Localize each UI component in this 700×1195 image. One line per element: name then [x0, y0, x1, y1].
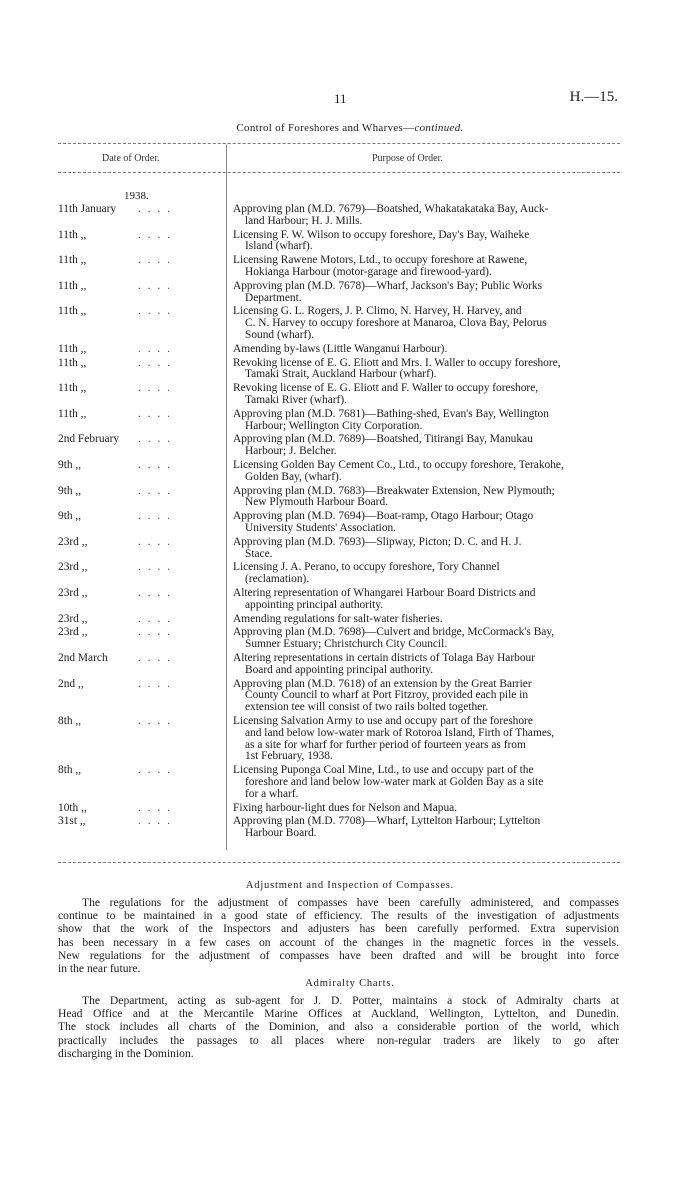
- leader-dots: . . . .: [138, 561, 172, 574]
- order-purpose: [233, 588, 617, 612]
- order-date: 2nd February: [58, 433, 120, 446]
- purpose-line: Board and appointing principal authority.: [245, 663, 434, 676]
- paragraph-line: The Department, acting as sub-agent for J. D. Potter, maintains a stock of Admiralty charts at: [82, 994, 619, 1007]
- purpose-line: foreshore and land below low-water mark at Golden Bay as a site: [245, 775, 544, 788]
- compasses-paragraph: [58, 896, 619, 975]
- page-number: 11: [334, 91, 347, 106]
- charts-paragraph: [58, 994, 619, 1060]
- paragraph-line: discharging in the Dominion.: [58, 1046, 194, 1060]
- purpose-line: Harbour Board.: [245, 827, 317, 840]
- purpose-line: for a wharf.: [245, 787, 299, 800]
- order-purpose: [233, 716, 617, 763]
- leader-dots: . . . .: [138, 433, 172, 446]
- leader-dots: . . . .: [138, 652, 172, 664]
- paragraph-line: New regulations for the adjustment of compasses have been drafted and will be brought into force: [58, 948, 619, 962]
- leader-dots: . . . .: [138, 228, 172, 241]
- purpose-line: Revoking license of E. G. Eliott and F. Waller to occupy foreshore,: [233, 382, 539, 395]
- purpose-line: Amending regulations for salt-water fisheries.: [233, 612, 443, 625]
- order-date: 8th ,,: [58, 715, 82, 727]
- leader-dots: . . . .: [138, 407, 172, 420]
- purpose-line: Approving plan (M.D. 7681)—Bathing-shed, Evan's Bay, Wellington: [233, 407, 549, 420]
- purpose-line: Golden Bay, (wharf).: [245, 470, 342, 483]
- leader-dots: . . . .: [138, 801, 172, 814]
- table-header-rule: [58, 172, 620, 173]
- order-date: 9th ,,: [58, 484, 82, 497]
- order-date: 23rd ,,: [58, 535, 88, 548]
- purpose-line: Island (wharf).: [245, 240, 313, 253]
- purpose-line: and land below low-water mark of Rotoroa Island, Firth of Thames,: [245, 726, 555, 739]
- purpose-line: Licensing Rawene Motors, Ltd., to occupy foreshore at Rawene,: [233, 254, 528, 267]
- purpose-line: New Plymouth Harbour Board.: [245, 496, 388, 509]
- leader-dots: . . . .: [138, 203, 172, 215]
- purpose-line: Fixing harbour-light dues for Nelson and Mapua.: [233, 801, 458, 814]
- order-purpose: [233, 679, 617, 714]
- leader-dots: . . . .: [138, 587, 172, 599]
- purpose-line: Approving plan (M.D. 7689)—Boatshed, Titirangi Bay, Manukau: [233, 433, 533, 446]
- paragraph-line: in the near future.: [58, 962, 141, 976]
- purpose-line: Amending by-laws (Little Wanganui Harbour).: [233, 342, 448, 355]
- purpose-line: appointing principal authority.: [245, 598, 384, 611]
- order-purpose: [233, 281, 617, 305]
- order-purpose: [233, 306, 617, 341]
- order-purpose: [233, 434, 617, 458]
- paragraph-line: practically includes the passages to all places where non-regular traders are likely to go after: [58, 1033, 619, 1047]
- paragraph-line: The stock includes all charts of the Dominion, and also a considerable portion of the world, which: [58, 1020, 619, 1034]
- purpose-line: land Harbour; H. J. Mills.: [245, 214, 363, 227]
- leader-dots: . . . .: [138, 510, 172, 523]
- order-date: 11th January: [58, 203, 117, 215]
- paragraph-line: The regulations for the adjustment of compasses have been carefully administered, and compasses: [82, 896, 619, 909]
- leader-dots: . . . .: [138, 305, 172, 318]
- order-date: 23rd ,,: [58, 587, 88, 599]
- purpose-line: as a site for wharf for further period of fourteen years as from: [245, 738, 526, 751]
- order-purpose: [233, 653, 617, 677]
- purpose-line: Harbour; Wellington City Corporation.: [245, 419, 423, 432]
- order-date: 8th ,,: [58, 764, 82, 777]
- purpose-line: Approving plan (M.D. 7679)—Boatshed, Whakatakataka Bay, Auck-: [233, 203, 549, 215]
- leader-dots: . . . .: [138, 815, 172, 828]
- column-header-purpose: Purpose of Order.: [372, 153, 443, 164]
- purpose-line: Stace.: [245, 547, 273, 560]
- order-date: 2nd March: [58, 652, 108, 664]
- purpose-line: Altering representations in certain districts of Tolaga Bay Harbour: [233, 652, 536, 664]
- leader-dots: . . . .: [138, 484, 172, 497]
- compasses-heading: Adjustment and Inspection of Compasses.: [245, 880, 455, 891]
- purpose-line: Tamaki River (wharf).: [245, 393, 347, 406]
- purpose-line: Approving plan (M.D. 7694)—Boat-ramp, Otago Harbour; Otago: [233, 510, 534, 523]
- order-date: 11th ,,: [58, 228, 87, 241]
- leader-dots: . . . .: [138, 342, 172, 355]
- purpose-line: Department.: [245, 291, 302, 304]
- order-date: 11th ,,: [58, 356, 87, 369]
- leader-dots: . . . .: [138, 254, 172, 267]
- purpose-line: Approving plan (M.D. 7698)—Culvert and bridge, McCormack's Bay,: [233, 626, 555, 639]
- purpose-line: Approving plan (M.D. 7708)—Wharf, Lyttelton Harbour; Lyttelton: [233, 815, 541, 828]
- order-purpose: [233, 486, 617, 510]
- leader-dots: . . . .: [138, 677, 172, 690]
- order-date: 23rd ,,: [58, 561, 88, 574]
- leader-dots: . . . .: [138, 382, 172, 395]
- charts-heading: Admiralty Charts.: [305, 978, 395, 989]
- paragraph-line: has been necessary in a few cases on account of the changes in the magnetic forces in the vessels.: [58, 935, 619, 949]
- section-title-continued: continued.: [414, 122, 464, 134]
- purpose-line: Approving plan (M.D. 7678)—Wharf, Jackson's Bay; Public Works: [233, 279, 543, 292]
- order-date: 9th ,,: [58, 510, 82, 523]
- order-date: 11th ,,: [58, 279, 87, 292]
- leader-dots: . . . .: [138, 535, 172, 548]
- order-purpose: [233, 614, 617, 626]
- leader-dots: . . . .: [138, 459, 172, 471]
- order-date: 23rd ,,: [58, 626, 88, 639]
- order-purpose: [233, 803, 617, 815]
- purpose-line: Licensing Golden Bay Cement Co., Ltd., to occupy foreshore, Terakohe,: [233, 459, 564, 471]
- order-purpose: [233, 765, 617, 800]
- leader-dots: . . . .: [138, 764, 172, 777]
- purpose-line: Altering representation of Whangarei Harbour Board Districts and: [233, 587, 536, 599]
- table-bottom-rule: [58, 862, 620, 863]
- order-purpose: [233, 383, 617, 407]
- section-title: [0, 122, 700, 134]
- purpose-line: 1st February, 1938.: [245, 750, 333, 763]
- purpose-line: Licensing G. L. Rogers, J. P. Climo, N. Harvey, H. Harvey, and: [233, 305, 522, 318]
- purpose-line: Revoking license of E. G. Eliott and Mrs. I. Waller to occupy foreshore,: [233, 356, 561, 369]
- purpose-line: C. N. Harvey to occupy foreshore at Manaroa, Clova Bay, Pelorus: [245, 317, 547, 330]
- purpose-line: Tamaki Strait, Auckland Harbour (wharf).: [245, 368, 437, 381]
- order-date: 11th ,,: [58, 382, 87, 395]
- purpose-line: Sound (wharf).: [245, 328, 314, 341]
- order-date: 11th ,,: [58, 254, 87, 267]
- order-purpose: [233, 358, 617, 382]
- order-purpose: [233, 409, 617, 433]
- order-purpose: [233, 816, 617, 840]
- purpose-line: Approving plan (M.D. 7683)—Breakwater Extension, New Plymouth;: [233, 484, 555, 497]
- order-purpose: [233, 460, 617, 484]
- order-date: 2nd ,,: [58, 677, 84, 690]
- leader-dots: . . . .: [138, 279, 172, 292]
- order-purpose: [233, 344, 617, 356]
- leader-dots: . . . .: [138, 715, 172, 727]
- order-purpose: [233, 511, 617, 535]
- section-title-text: Control of Foreshores and Wharves—: [236, 122, 415, 134]
- paragraph-line: Head Office and at the Mercantile Marine Offices at Auckland, Wellington, Lyttelton, and Dunedin.: [58, 1007, 619, 1021]
- purpose-line: Licensing J. A. Perano, to occupy foreshore, Tory Channel: [233, 561, 500, 574]
- paragraph-line: continue to be maintained in a good state of efficiency. The results of the investigation of adjustments: [58, 909, 619, 923]
- purpose-line: Licensing F. W. Wilson to occupy foreshore, Day's Bay, Waiheke: [233, 228, 530, 241]
- order-purpose: [233, 562, 617, 586]
- table-top-rule: [58, 143, 620, 144]
- purpose-line: Licensing Salvation Army to use and occupy part of the foreshore: [233, 715, 533, 727]
- purpose-line: Approving plan (M.D. 7618) of an extension by the Great Barrier: [233, 677, 532, 690]
- order-purpose: [233, 627, 617, 651]
- leader-dots: . . . .: [138, 626, 172, 639]
- order-date: 9th ,,: [58, 459, 82, 471]
- leader-dots: . . . .: [138, 356, 172, 369]
- order-date: 31st ,,: [58, 815, 86, 828]
- column-header-date: Date of Order.: [102, 153, 160, 164]
- purpose-line: extension tee will consist of two rails bolted together.: [245, 701, 489, 714]
- purpose-line: Harbour; J. Belcher.: [245, 445, 337, 458]
- order-date: 11th ,,: [58, 407, 87, 420]
- document-reference: H.—15.: [569, 89, 618, 105]
- purpose-line: Licensing Puponga Coal Mine, Ltd., to use and occupy part of the: [233, 764, 534, 777]
- order-purpose: [233, 537, 617, 561]
- paragraph-line: show that the work of the Inspectors and adjusters has been carefully performed. Extra supervision: [58, 922, 619, 936]
- purpose-line: Sumner Estuary; Christchurch City Council.: [245, 638, 448, 651]
- purpose-line: County Council to wharf at Port Fitzroy, provided each pile in: [245, 689, 529, 702]
- order-purpose: [233, 204, 617, 228]
- purpose-line: University Students' Association.: [245, 521, 397, 534]
- table-year: 1938.: [124, 190, 149, 202]
- purpose-line: Approving plan (M.D. 7693)—Slipway, Picton; D. C. and H. J.: [233, 535, 522, 548]
- order-purpose: [233, 230, 617, 254]
- order-date: 11th ,,: [58, 342, 87, 355]
- order-date: 23rd ,,: [58, 612, 88, 625]
- leader-dots: . . . .: [138, 612, 172, 625]
- purpose-line: Hokianga Harbour (motor-garage and firewood-yard).: [245, 265, 492, 278]
- order-date: 11th ,,: [58, 305, 87, 318]
- order-date: 10th ,,: [58, 801, 87, 814]
- purpose-line: (reclamation).: [245, 573, 310, 586]
- order-purpose: [233, 255, 617, 279]
- table-column-divider: [226, 145, 227, 850]
